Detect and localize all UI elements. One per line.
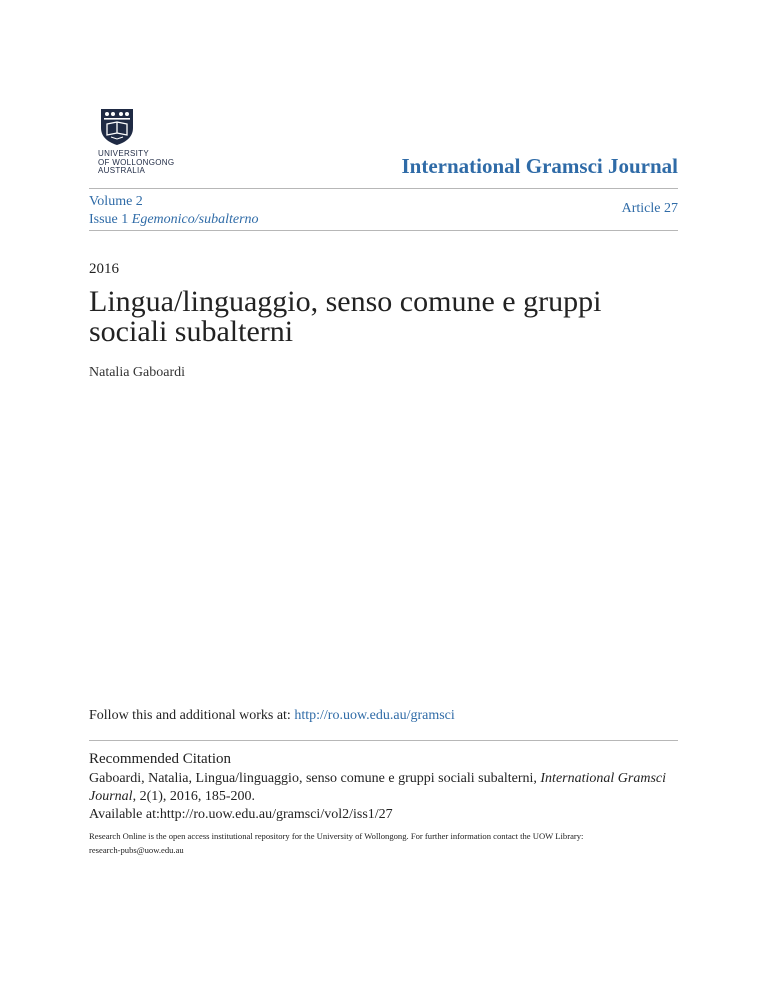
article-number-link[interactable]: Article 27 xyxy=(621,201,678,216)
logo-wordmark xyxy=(98,150,174,176)
recommended-citation-heading: Recommended Citation xyxy=(89,751,232,767)
citation-divider xyxy=(89,740,678,741)
journal-title-link[interactable]: International Gramsci Journal xyxy=(401,154,678,178)
citation-part-1: Gaboardi, Natalia, Lingua/linguaggio, senso comune e gruppi sociali subalterni, xyxy=(89,771,541,786)
issue-line[interactable] xyxy=(89,211,259,229)
logo-line-1: UNIVERSITY xyxy=(98,149,150,158)
volume-link-wrapper xyxy=(89,193,143,211)
logo-line-2: OF WOLLONGONG xyxy=(98,157,175,167)
logo-line-3: AUSTRALIA xyxy=(98,166,146,175)
footer-line-1: Research Online is the open access institutional repository for the University of Wollongong. For further information contact the UOW Library: xyxy=(89,831,584,841)
citation-available-at: Available at:http://ro.uow.edu.au/gramsci/vol2/iss1/27 xyxy=(89,807,393,822)
university-crest-icon xyxy=(100,108,134,146)
footer-email[interactable]: research-pubs@uow.edu.au xyxy=(89,845,184,855)
citation-text xyxy=(89,770,679,824)
follow-text: Follow this and additional works at: xyxy=(89,708,295,723)
author-name: Natalia Gaboardi xyxy=(89,365,186,380)
issue-number[interactable]: Issue 1 xyxy=(89,212,132,227)
follow-line xyxy=(89,708,455,724)
citation-part-2: , 2(1), 2016, 185-200. xyxy=(132,789,256,804)
issue-name[interactable]: Egemonico/subalterno xyxy=(131,212,259,227)
header-bottom-divider xyxy=(89,230,678,231)
top-divider xyxy=(89,188,678,189)
citation-journal: International Gramsci Journal xyxy=(89,771,666,804)
publication-year: 2016 xyxy=(89,261,119,277)
volume-link[interactable]: Volume 2 xyxy=(89,194,143,209)
article-title: Lingua/linguaggio, senso comune e gruppi sociali subalterni xyxy=(89,285,602,348)
university-logo xyxy=(89,108,199,178)
follow-link[interactable]: http://ro.uow.edu.au/gramsci xyxy=(294,708,455,723)
repository-footer xyxy=(89,829,679,857)
